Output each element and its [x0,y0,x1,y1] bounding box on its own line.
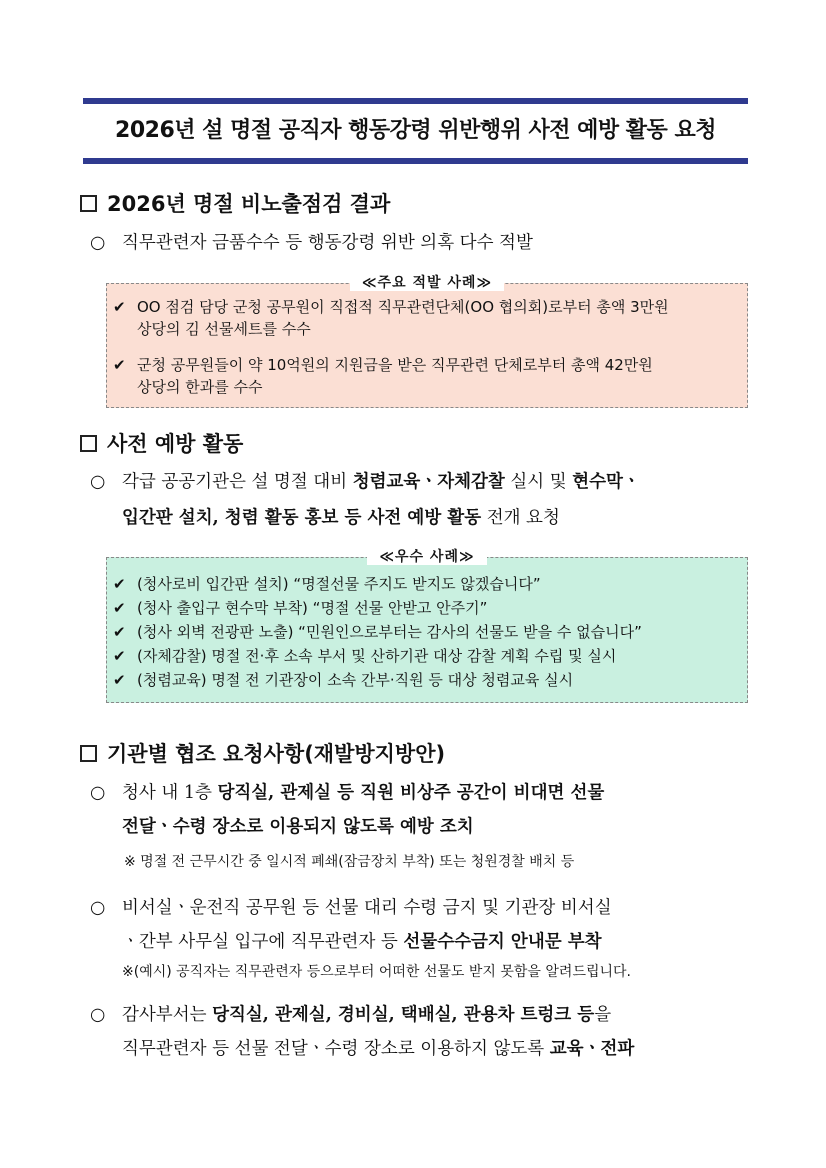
violation-case-2 [107,354,747,398]
case-box-title [107,272,747,292]
best-case-4 [107,644,747,668]
text-span: 직무관련자 등 선물 전달ㆍ수령 장소로 이용하지 않도록 [122,1039,550,1059]
best-case-5 [107,668,747,692]
case-box-title [107,546,747,566]
text-span: 실시 및 [504,472,573,492]
case-text: (청사 출입구 현수막 부착) “명절 선물 안받고 안주기” [137,599,488,617]
section-heading-prevention [80,428,243,458]
circle-bullet-icon: ○ [90,233,106,253]
bold-span: 당직실, 관제실 등 직원 비상주 공간이 비대면 선물 [217,783,605,803]
empty-square-icon [80,435,97,452]
checkmark-icon: ✔ [113,647,126,665]
text-span: 비서실ㆍ운전직 공무원 등 선물 대리 수령 금지 및 기관장 비서실 [122,898,612,918]
text-span: ㆍ간부 사무실 입구에 직무관련자 등 [122,932,404,952]
circle-bullet-icon: ○ [90,783,106,803]
bold-span: 당직실, 관제실, 경비실, 택배실, 관용차 트렁크 등 [212,1005,595,1025]
bold-span: 교육ㆍ전파 [549,1039,635,1059]
text-span: 을 [594,1005,612,1025]
section-heading-text: 기관별 협조 요청사항(재발방지방안) [107,742,446,766]
checkmark-icon: ✔ [113,599,126,617]
document-title-block [83,98,748,164]
case-text-line: 군청 공무원들이 약 10억원의 지원금을 받은 직무관련 단체로부터 총액 42만원 [137,356,653,374]
case-text: (청렴교육) 명절 전 기관장이 소속 간부·직원 등 대상 청렴교육 실시 [137,671,574,689]
section-heading-text: 2026년 명절 비노출점검 결과 [107,192,391,216]
case-text: (청사로비 입간판 설치) “명절선물 주지도 받지도 않겠습니다” [137,575,541,593]
bullet-proxy-receipt-ban [90,893,750,957]
bullet-lobby-prevention [90,778,750,842]
section-heading-cooperation [80,738,445,768]
case-box-title-text: ≪우수 사례≫ [367,549,486,565]
best-case-3 [107,620,747,644]
text-span: 감사부서는 [122,1005,213,1025]
circle-bullet-icon: ○ [90,1005,106,1025]
text-span: 전개 요청 [481,508,560,528]
title-bottom-rule [83,158,748,164]
note-temporary-closure: ※ 명절 전 근무시간 중 일시적 폐쇄(잠금장치 부착) 또는 청원경찰 배치 등 [124,854,575,870]
circle-bullet-icon: ○ [90,472,106,492]
case-box-title-text: ≪주요 적발 사례≫ [350,275,504,291]
checkmark-icon: ✔ [113,671,126,689]
bold-span: 선물수수금지 안내문 부착 [403,932,602,952]
case-text-line: OO 점검 담당 군청 공무원이 직접적 직무관련단체(OO 협의회)로부터 총액 3만원 [137,298,669,316]
section-heading-inspection-result [80,188,390,218]
checkmark-icon: ✔ [113,623,126,641]
checkmark-icon: ✔ [113,575,126,593]
best-case-1 [107,572,747,596]
note-notice-example: ※(예시) 공직자는 직무관련자 등으로부터 어떠한 선물도 받지 못함을 알려드립니다. [122,964,631,980]
major-violation-cases-box [106,275,748,408]
bullet-prevention-request [90,467,750,533]
best-case-2 [107,596,747,620]
bold-span: 청렴교육ㆍ자체감찰 [352,472,505,492]
text-span: 청사 내 1층 [122,783,218,803]
case-text-line: 상당의 김 선물세트를 수수 [137,320,311,338]
text-span: 각급 공공기관은 설 명절 대비 [122,472,353,492]
section-heading-text: 사전 예방 활동 [107,432,244,456]
empty-square-icon [80,745,97,762]
document-title: 2026년 설 명절 공직자 행동강령 위반행위 사전 예방 활동 요청 [115,118,716,143]
bullet-audit-education [90,1000,750,1064]
bold-span: 현수막ㆍ [572,472,640,492]
title-top-rule [83,98,748,104]
bold-span: 전달ㆍ수령 장소로 이용되지 않도록 예방 조치 [122,817,474,837]
best-practice-cases-box [106,549,748,703]
case-text: (청사 외벽 전광판 노출) “민원인으로부터는 감사의 선물도 받을 수 없습니다” [137,623,642,641]
checkmark-icon: ✔ [113,356,126,374]
bullet-violation-found [90,228,750,258]
circle-bullet-icon: ○ [90,898,106,918]
case-text-line: 상당의 한과를 수수 [137,378,263,396]
empty-square-icon [80,195,97,212]
checkmark-icon: ✔ [113,298,126,316]
bold-span: 입간판 설치, 청렴 활동 홍보 등 사전 예방 활동 [122,508,482,528]
bullet-text: 직무관련자 금품수수 등 행동강령 위반 의혹 다수 적발 [122,233,533,253]
violation-case-1 [107,296,747,340]
case-text: (자체감찰) 명절 전·후 소속 부서 및 산하기관 대상 감찰 계획 수립 및 실시 [137,647,617,665]
